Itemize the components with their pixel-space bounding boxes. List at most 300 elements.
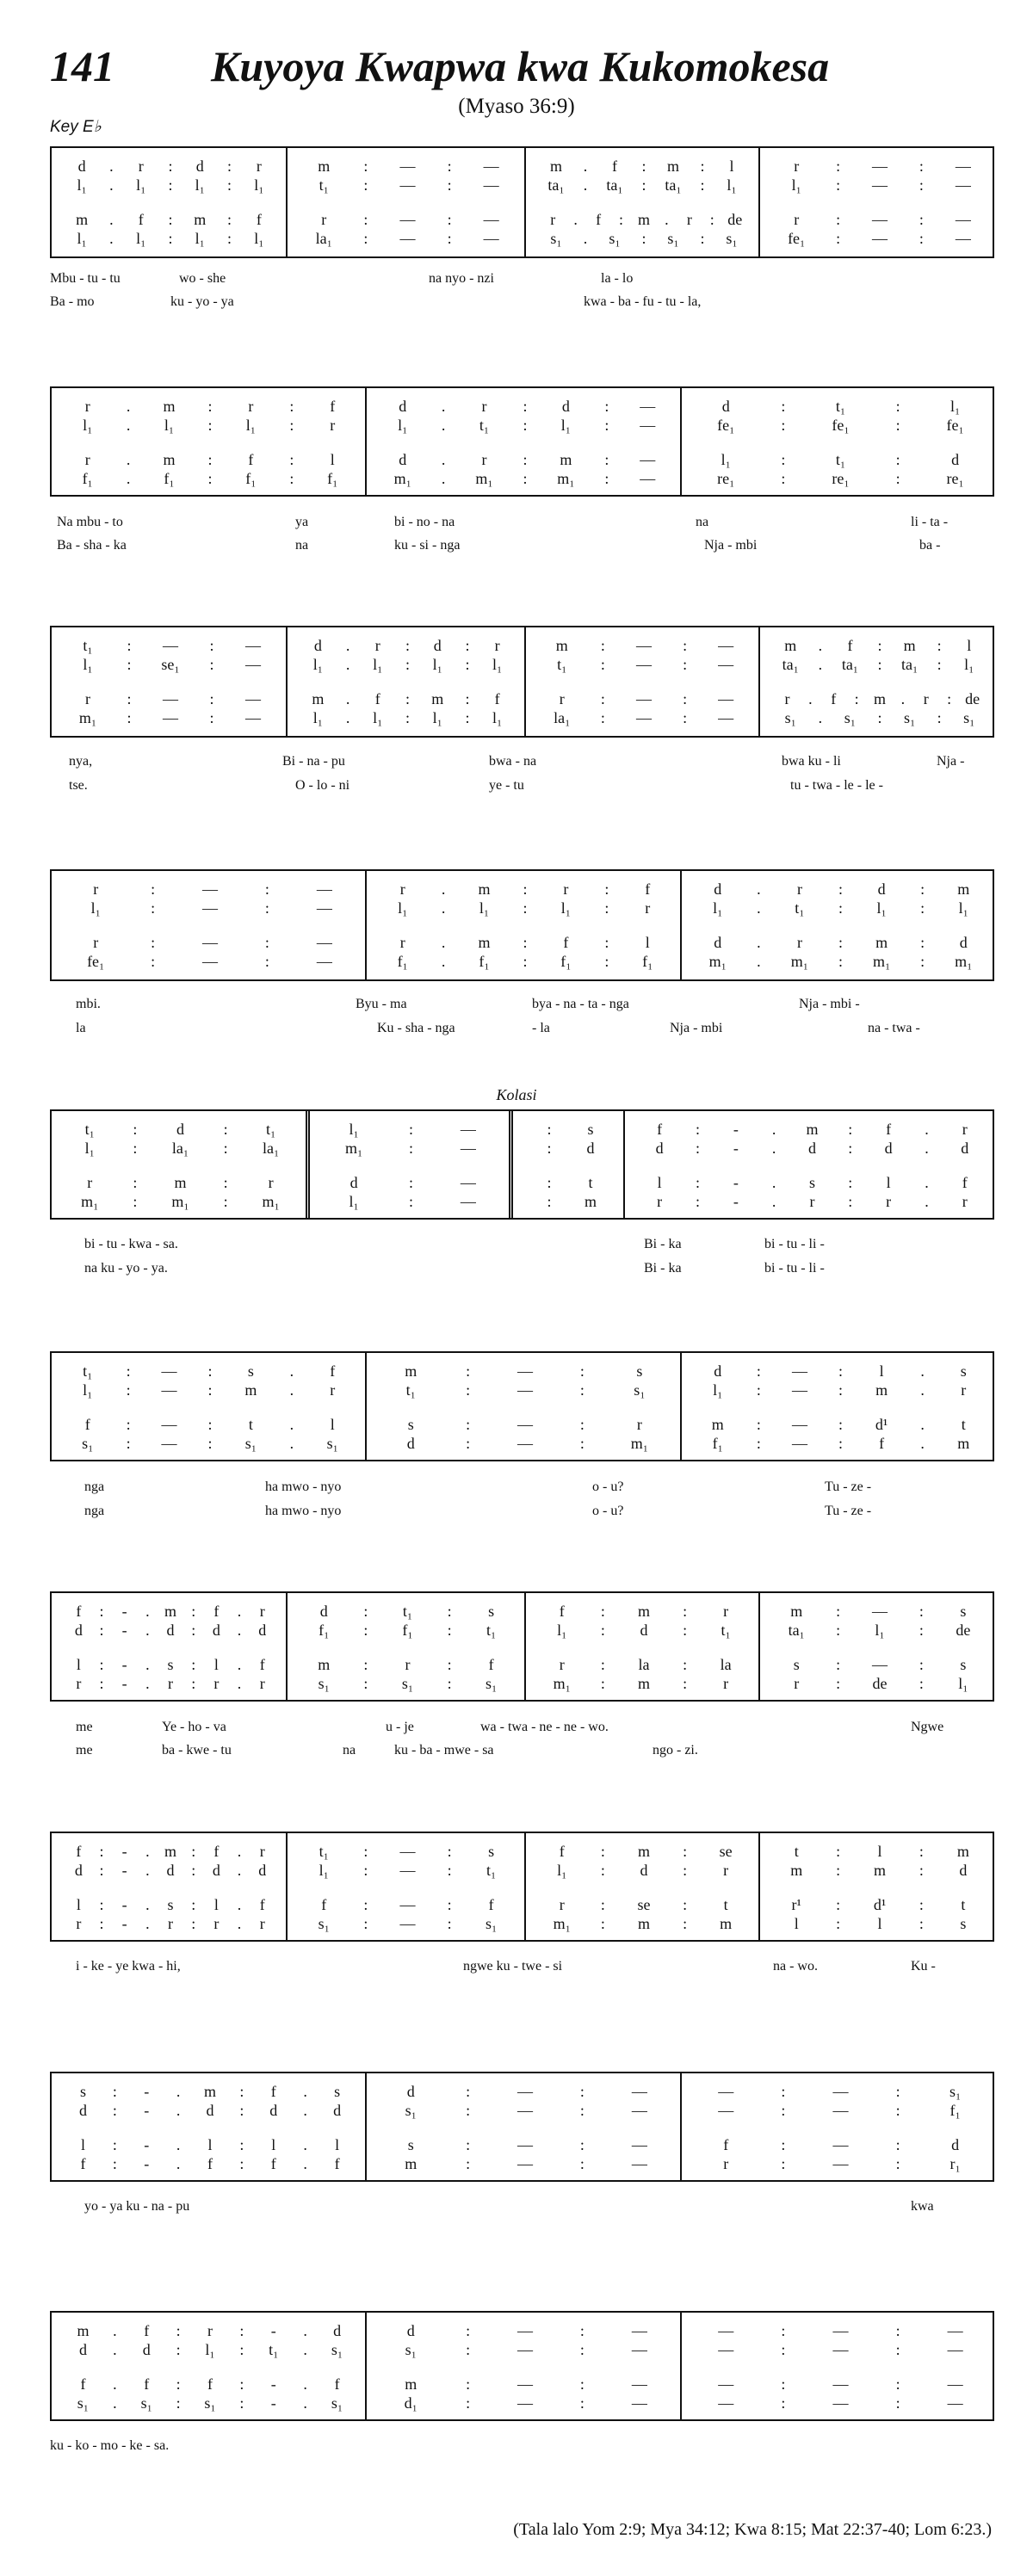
voice-row [310,1173,509,1192]
lyric-syllable-group: Nja - mbi [704,538,758,553]
note-token: s₁ [963,708,975,726]
voice-row [526,157,758,176]
voice-row [52,1362,365,1381]
note-token: : [405,655,411,673]
note-token: : [604,933,609,951]
note-token: l [213,1655,219,1673]
note-token: — [718,708,734,726]
note-token: l₁ [83,416,93,434]
note-token: f [270,2154,276,2172]
voice-row [760,636,996,655]
measure [288,1833,526,1940]
note-token: : [937,636,942,654]
note-token: s₁ [326,1434,338,1452]
note-token: — [483,229,499,247]
note-token: — [718,655,734,673]
measure [288,1593,526,1700]
note-token: : [151,933,156,951]
measure [682,2073,996,2180]
note-token: : [447,1914,452,1932]
note-token: — [161,1415,177,1433]
note-token: : [600,1895,605,1913]
voice-row [288,229,524,248]
lyric-syllable-group: na - twa - [868,1021,920,1035]
note-token: : [363,1655,368,1673]
note-token: . [303,2082,307,2100]
voice-row [625,1192,996,1211]
note-token: f₁ [327,469,338,487]
note-token: t₁ [479,416,490,434]
voice-row [52,2154,365,2173]
note-token: — [460,1192,476,1210]
note-token: : [836,1674,841,1692]
note-token: : [683,1655,688,1673]
lyric-syllable-group: Ba - sha - ka [57,538,127,553]
note-token: : [895,450,900,468]
lyric-syllable-group: na [343,1743,356,1757]
note-token: m₁ [262,1192,280,1210]
note-token: — [399,1914,416,1932]
note-token: t₁ [486,1621,497,1639]
note-token: : [223,1120,228,1138]
note-token: : [848,1173,853,1191]
note-token: : [112,2135,117,2153]
note-token: : [781,2394,786,2412]
note-token: . [113,2321,117,2339]
note-token: t [794,1842,799,1860]
note-token: - [121,1621,127,1639]
note-token: f [321,1895,327,1913]
lyric-line [50,538,994,562]
note-token: r [138,157,144,175]
note-token: . [145,1861,150,1879]
lyric-line [50,1237,994,1261]
note-token: r [256,157,262,175]
note-token: f [213,1842,220,1860]
voice-row [526,1895,758,1914]
note-token: d [586,1139,595,1157]
note-token: — [316,933,332,951]
note-token: : [363,1914,368,1932]
lyric-syllable-group: na ku - yo - ya. [84,1261,168,1276]
note-token: s₁ [318,1674,330,1692]
note-token: d [74,1861,83,1879]
note-token: t₁ [835,450,846,468]
note-token: d [406,2082,415,2100]
measure [526,627,760,736]
measure [682,1353,996,1460]
voice-row [288,1602,524,1621]
note-token: - [270,2321,276,2339]
note-token: f₁ [164,469,175,487]
voice-row [310,1139,509,1158]
note-token: r₁ [949,2154,961,2172]
lyric-syllable-group: Nja - mbi [670,1021,723,1035]
note-token: m [637,1602,650,1620]
note-token: r [784,689,790,707]
voice-row [288,210,524,229]
note-token: l₁ [84,1139,95,1157]
note-token: : [207,1415,213,1433]
lyric-line [50,1983,994,2007]
note-token: m₁ [81,1192,99,1210]
voice-row [52,1381,365,1399]
note-token: d [349,1173,358,1191]
note-token: — [872,157,888,175]
note-token: l [330,450,335,468]
note-token: d [406,1434,415,1452]
voice-row [760,1895,996,1914]
voice-row [526,655,758,674]
note-token: l₁ [254,229,264,247]
note-token: — [635,708,652,726]
note-token: : [207,397,213,415]
note-token: t₁ [402,1602,413,1620]
note-token: m₁ [872,952,891,970]
voice-row [367,2321,680,2340]
note-token: : [579,1415,585,1433]
voice-row [288,636,524,655]
note-token: — [517,2375,534,2393]
note-token: l₁ [90,899,101,917]
voice-row [513,1173,623,1192]
measure [526,148,760,256]
note-token: s [334,2082,341,2100]
chorus-label: Kolasi [496,1086,537,1103]
note-token: . [925,1173,929,1191]
note-token: — [399,1861,416,1879]
voice-row [52,1192,306,1211]
note-token: — [163,689,178,707]
lyric-syllable-group: Ba - mo [50,294,95,309]
note-token: : [289,397,294,415]
lyric-line [50,997,994,1021]
note-token: : [848,1120,853,1138]
note-token: m [549,157,562,175]
note-token: : [895,2394,900,2412]
voice-row [760,1842,996,1861]
note-token: : [895,2135,900,2153]
note-token: : [683,1895,688,1913]
note-token: f₁ [949,2101,961,2119]
note-token: : [641,176,646,194]
note-token: l₁ [254,176,264,194]
measure [526,1833,760,1940]
note-token: l₁ [958,1674,968,1692]
note-token: t [248,1415,253,1433]
note-token: f [559,1842,565,1860]
note-token: la [720,1655,732,1673]
note-token: f [213,1602,220,1620]
note-token: : [683,655,688,673]
note-token: : [683,1602,688,1620]
measure [367,871,682,979]
note-token: : [600,1621,605,1639]
lyric-syllable-group: Ye - ho - va [162,1720,226,1734]
note-token: — [399,210,416,228]
note-token: : [895,2082,900,2100]
note-token: : [600,1655,605,1673]
note-token: s₁ [486,1914,498,1932]
measure [367,1353,682,1460]
note-token: : [127,689,132,707]
lyric-syllable-group: ha mwo - nyo [265,1504,342,1518]
staff-box [50,146,994,258]
voice-row [526,210,758,229]
voice-row [682,469,996,488]
note-token: : [223,1192,228,1210]
note-token: m₁ [78,708,97,726]
note-token: : [408,1192,413,1210]
note-token: : [781,416,786,434]
lyric-syllable-group: ku - ba - mwe - sa [394,1743,494,1757]
note-token: la₁ [171,1139,189,1157]
note-token: : [895,2154,900,2172]
note-token: l₁ [479,899,490,917]
note-token: : [133,1139,138,1157]
note-token: — [947,2340,963,2358]
note-token: — [872,229,888,247]
note-token: : [239,2394,244,2412]
note-token: : [112,2101,117,2119]
note-token: — [483,176,499,194]
voice-row [52,2321,365,2340]
note-token: : [683,1842,688,1860]
note-token: l₁ [136,229,146,247]
note-token: : [919,157,924,175]
note-token: : [756,1415,761,1433]
voice-row [288,176,524,195]
voice-row [288,157,524,176]
note-token: — [832,2321,849,2339]
note-token: . [345,689,350,707]
note-token: s [247,1362,254,1380]
note-token: : [239,2375,244,2393]
note-token: : [523,899,528,917]
note-token: l₁ [77,229,87,247]
note-token: : [919,1914,924,1932]
note-token: - [144,2135,150,2153]
note-token: f [374,689,380,707]
note-token: — [517,2340,534,2358]
note-token: . [237,1895,242,1913]
note-token: : [836,1621,841,1639]
voice-row [367,2154,680,2173]
voice-row [288,689,524,708]
note-token: : [619,210,624,228]
note-token: f₁ [319,1621,330,1639]
measure [52,1111,310,1218]
note-token: r [886,1192,892,1210]
note-token: : [836,210,841,228]
note-token: r [723,1861,729,1879]
note-token: s₁ [949,2082,962,2100]
note-token: m [790,1861,803,1879]
measure [52,871,367,979]
note-token: : [836,1861,841,1879]
note-token: d [78,2101,87,2119]
note-token: : [579,2375,585,2393]
scripture-subtitle: (Myaso 36:9) [458,95,575,118]
measure [760,1593,996,1700]
note-token: r [636,1415,642,1433]
note-token: m₁ [475,469,493,487]
note-token: fe₁ [946,416,964,434]
note-token: - [733,1192,739,1210]
note-token: l₁ [557,1621,567,1639]
note-token: l [76,1655,81,1673]
note-token: — [955,229,971,247]
note-token: l [886,1173,891,1191]
note-token: : [466,1434,471,1452]
note-token: . [237,1621,242,1639]
note-token: : [579,2101,585,2119]
note-token: fe₁ [87,952,105,970]
voice-row [513,1120,623,1139]
note-token: . [109,210,114,228]
note-token: : [133,1173,138,1191]
voice-row [367,2101,680,2120]
note-token: — [832,2101,849,2119]
voice-row [310,1192,509,1211]
note-token: : [289,416,294,434]
voice-row [52,1842,286,1861]
measure [52,2073,367,2180]
note-token: : [919,1861,924,1879]
note-token: l₁ [492,708,503,726]
note-token: l [335,2135,340,2153]
measure [288,627,526,736]
note-token: : [126,1381,131,1399]
note-token: . [113,2375,117,2393]
note-token: : [207,1381,213,1399]
lyric-line [50,778,994,802]
lyric-line [50,2438,994,2462]
note-token: t [723,1895,728,1913]
note-token: . [583,157,588,175]
lyric-line [50,515,994,539]
voice-row [682,1362,996,1381]
note-token: d¹ [875,1415,888,1433]
note-token: s [79,2082,86,2100]
note-token: d [399,450,407,468]
note-token: r [85,689,90,707]
voice-row [526,1621,758,1640]
voice-row [682,933,996,952]
voice-row [682,2101,996,2120]
note-token: : [151,880,156,898]
note-token: t₁ [83,636,93,654]
note-token: : [447,1621,452,1639]
note-token: t₁ [405,1381,416,1399]
note-token: - [121,1914,127,1932]
voice-row [526,708,758,727]
lyric-syllable-group: bwa - na [489,754,537,769]
measure [760,1833,996,1940]
voice-row [52,2101,365,2120]
note-token: : [604,899,609,917]
note-token: : [465,689,470,707]
note-token: l₁ [432,708,442,726]
note-token: — [483,157,499,175]
note-token: : [239,2340,244,2358]
note-token: f [886,1120,892,1138]
note-token: f [259,1655,265,1673]
note-token: : [781,2154,786,2172]
note-token: - [733,1173,739,1191]
note-token: — [163,636,178,654]
note-token: l [729,157,734,175]
note-token: — [202,880,219,898]
note-token: - [121,1674,127,1692]
note-token: . [441,899,446,917]
note-token: — [245,689,261,707]
note-token: l₁ [373,655,383,673]
note-token: r [559,1655,565,1673]
note-token: ta₁ [606,176,623,194]
note-token: : [127,708,132,726]
note-token: - [270,2375,276,2393]
note-token: . [145,1914,150,1932]
note-token: re₁ [832,469,850,487]
voice-row [52,1621,286,1640]
note-token: d [655,1139,664,1157]
note-token: t₁ [835,397,846,415]
lyric-line [50,294,994,318]
note-token: . [920,1381,925,1399]
note-token: d [258,1621,267,1639]
note-token: d [166,1861,175,1879]
note-token: fe₁ [788,229,806,247]
lyric-syllable-group: na [696,515,709,529]
lyric-syllable-group: Tu - ze - [825,1480,872,1494]
note-token: m [478,933,491,951]
note-token: m [312,689,325,707]
note-token: f [144,2375,150,2393]
note-token: m [405,2154,418,2172]
note-token: : [895,416,900,434]
voice-row [682,397,996,416]
note-token: f [259,1895,265,1913]
note-token: : [848,1192,853,1210]
note-token: : [604,880,609,898]
note-token: s₁ [609,229,621,247]
voice-row [367,1415,680,1434]
voice-row [288,1655,524,1674]
note-token: : [99,1602,104,1620]
voice-row [760,157,996,176]
voice-row [52,1434,365,1453]
note-token: : [919,1621,924,1639]
note-token: . [583,176,588,194]
note-token: re₁ [946,469,964,487]
note-token: : [112,2082,117,2100]
note-token: : [683,636,688,654]
note-token: l₁ [349,1192,359,1210]
note-token: : [133,1120,138,1138]
note-token: d [333,2101,342,2119]
lyric-syllable-group: bi - no - na [394,515,455,529]
note-token: r [645,899,651,917]
note-token: — [517,1362,534,1380]
note-token: m [903,636,916,654]
note-token: r [84,397,90,415]
voice-row [52,157,286,176]
note-token: l₁ [136,176,146,194]
note-token: r [796,933,802,951]
note-token: d [166,1621,175,1639]
note-token: l₁ [727,176,737,194]
